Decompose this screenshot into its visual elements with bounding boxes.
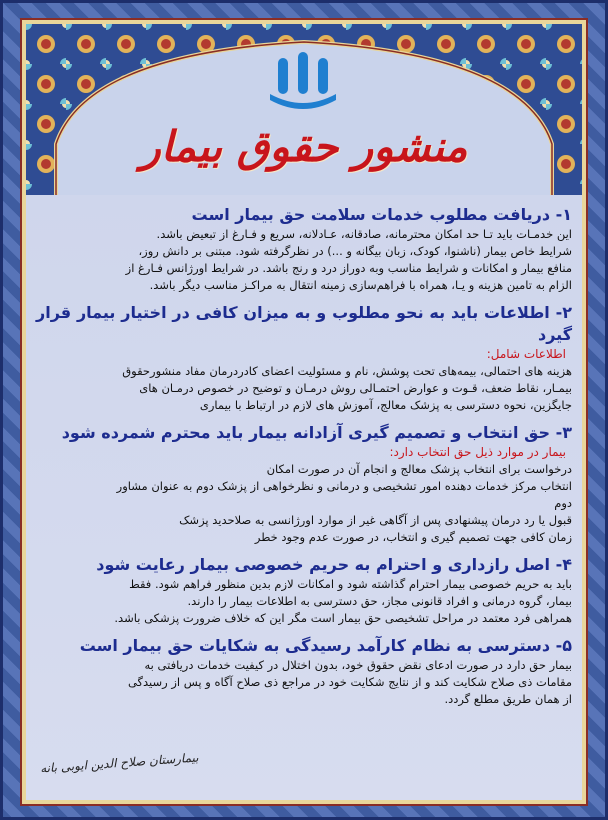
- section-2: [36, 302, 572, 414]
- hospital-logo-icon: [268, 50, 338, 112]
- section-text: درخواست برای انتخاب پزشک معالج و انجام آن در صورت امکان: [266, 462, 572, 476]
- section-text: همراهی فرد معتمد در مراحل تشخیصی حق بیمار است مگر این که خلاف ضرورت پزشکی باشد.: [114, 611, 572, 625]
- charter-content: [36, 204, 572, 716]
- page-title: منشور حقوق بیمار: [140, 122, 468, 171]
- section-4: [36, 554, 572, 627]
- section-text: بیمـار، نقاط ضعف، قـوت و عوارض احتمـالی روش درمـان و توضیح در خصوص درمـان های: [139, 381, 572, 395]
- section-heading: ۱- دریافت مطلوب خدمات سلامت حق بیمار است: [191, 205, 572, 224]
- section-text: الزام به تامین هزینه و یـا، همراه با فراهم‌سازی زمینه انتقال به مراکـز مناسب دیگر باشد.: [149, 278, 572, 292]
- section-text: جایگزین، نحوه دسترسی به پزشک معالج، آموزش های لازم در ارتباط با بیماری: [199, 398, 572, 412]
- section-text: بیمار حق دارد در صورت ادعای نقض حقوق خود، بدون اختلال در کیفیت خدمات دریافتی به: [144, 658, 572, 672]
- section-text: مقامات ذی صلاح شکایت کند و از نتایج شکایت خود در مراجع ذی صلاح آگاه و پس از رسیدگی: [127, 675, 572, 689]
- section-text: زمان کافی جهت تصمیم گیری و انتخاب، در صورت عدم وجود خطر: [254, 530, 572, 544]
- section-heading: ۲- اطلاعات باید به نحو مطلوب و به میزان کافی در اختیار بیمار قرار گیرد: [36, 303, 572, 344]
- section-subheading: اطلاعات شامل:: [486, 347, 566, 361]
- section-heading: ۵- دسترسی به نظام کارآمد رسیدگی به شکایات حق بیمار است: [79, 636, 572, 655]
- section-text: دوم: [554, 496, 572, 510]
- section-text: قبول یا رد درمان پیشنهادی پس از آگاهی غیر از موارد اورژانسی به صلاحدید پزشک: [179, 513, 572, 527]
- section-text: بیمار، گروه درمانی و افراد قانونی مجاز، حق دسترسی به اطلاعات بیمار را دارند.: [187, 594, 572, 608]
- section-text: شرایط خاص بیمار (ناشنوا، کودک، زبان بیگانه و ...) در نظرگرفته شود. مبتنی بر دانش روز،: [138, 244, 572, 258]
- section-text: باید به حریم خصوصی بیمار احترام گذاشته شود و امکانات لازم بدین منظور فراهم شود. فقط: [129, 577, 572, 591]
- section-heading: ۳- حق انتخاب و تصمیم گیری آزادانه بیمار باید محترم شمرده شود: [61, 423, 572, 442]
- section-text: هزینه های احتمالی، بیمه‌های تحت پوشش، نام و مسئولیت اعضای کادردرمان مفاد منشورحقوق: [122, 364, 572, 378]
- section-1: [36, 204, 572, 294]
- section-heading: ۴- اصل رازداری و احترام به حریم خصوصی بیمار رعایت شود: [96, 555, 572, 574]
- section-5: [36, 635, 572, 708]
- section-subheading: بیمار در موارد ذیل حق انتخاب دارد:: [389, 445, 566, 459]
- section-text: منافع بیمار و امکانات و شرایط مناسب وبه دوراز درد و رنج باشد. در شرایط اورژانس فـارغ از: [125, 261, 572, 275]
- section-3: [36, 422, 572, 546]
- hospital-signature: بیمارستان صلاح الدین ایوبی بانه: [39, 750, 199, 776]
- section-text: این خدمـات باید تـا حد امکان محترمانه، صادقانه، عـادلانه، سریع و فـارغ از تبعیض باشد.: [156, 227, 572, 241]
- section-text: انتخاب مرکز خدمات دهنده امور تشخیصی و درمانی و نظرخواهی از پزشک دوم به عنوان مشاور: [116, 479, 572, 493]
- section-text: از همان طریق مطلع گردد.: [444, 692, 572, 706]
